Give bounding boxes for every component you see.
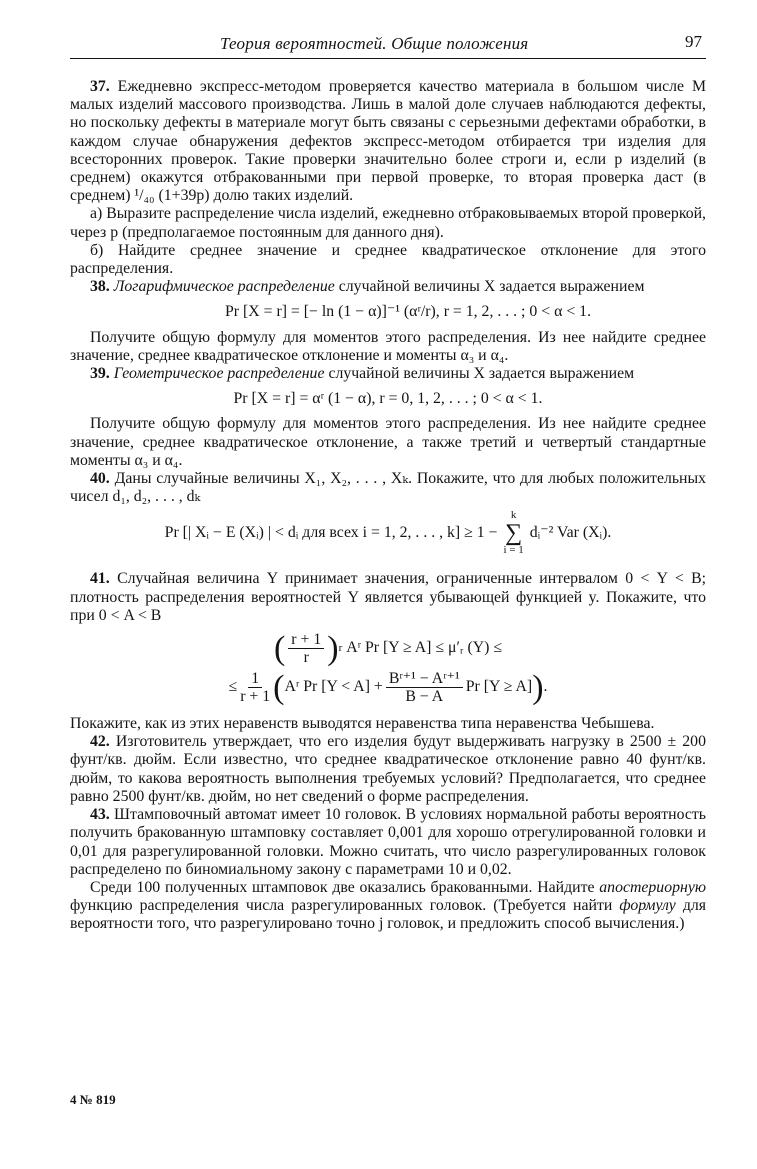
inequality-line-2: ≤ $\frac{1}{r + 1}$ ( Aʳ Pr [Y < A] + $\frac{\text{Bʳ⁺¹ − Aʳ⁺¹}}{B - A}$ Pr [Y ≥ A] ) . <box>228 668 548 706</box>
exponent: r <box>338 642 343 655</box>
formula-40 <box>70 510 706 556</box>
denominator: r + 1 <box>240 688 271 706</box>
right-paren: ) <box>327 629 339 667</box>
formula-lhs: Pr [| Xᵢ − E (Xᵢ) | < dᵢ для всех i = 1, 2, . . . , k] ≥ 1 − <box>164 524 498 542</box>
problem-number: 39. <box>90 365 110 383</box>
fraction <box>386 670 463 705</box>
problem-42 <box>70 733 706 806</box>
printer-signature: 4 № 819 <box>70 1092 116 1107</box>
problem-37 <box>70 78 706 205</box>
sum-sign <box>504 510 524 556</box>
numerator: 1 <box>248 670 262 688</box>
problem-43 <box>70 806 706 879</box>
sum-lower-limit: i = 1 <box>503 544 524 557</box>
problem-number: 38. <box>90 278 110 296</box>
formula-38: Pr [X = r] = [− ln (1 − α)]⁻¹ (αʳ/r), r = 1, 2, . . . ; 0 < α < 1. <box>224 303 592 321</box>
problem-37-b: б) Найдите среднее значение и среднее квадратическое отклонение для этого распределения. <box>70 241 706 278</box>
inequality-lead: ≤ <box>228 678 238 696</box>
problem-38 <box>70 278 706 296</box>
term: формулу <box>619 897 676 915</box>
left-paren: ( <box>273 629 286 667</box>
sigma-glyph: ∑ <box>505 520 523 547</box>
problem-text: Даны случайные величины X₁, X₂, . . . , Xₖ. Покажите, что для любых положительных чисел d₁, d₂, . . . , dₖ <box>70 470 707 506</box>
problem-text: Ежедневно экспресс-методом проверяется качество материала в большом числе M малых изделий массового производства. Лишь в малой доле случаев наблюдаются дефекты, но поскольку дефекты в материале могут быть связаны с серьезными дефектами обработки, в каждом случае обнаружения дефектов экспресс-методом отбирается три изделия для всесторонних проверок. Такие проверки значительно более строги и, если p изделий (в среднем) окажутся отбракованными при первой проверке, то вторая проверка даст (в среднем) ¹/₄₀ (1+39p) долю таких изделий. <box>70 78 706 205</box>
problem-number: 42. <box>90 733 110 751</box>
numerator: Bʳ⁺¹ − Aʳ⁺¹ <box>386 670 463 688</box>
term: Логарифмическое распределение <box>113 278 335 296</box>
page-header <box>70 32 706 59</box>
term-b: Pr [Y ≥ A] <box>465 678 533 696</box>
inequality-41 <box>70 631 706 705</box>
problem-41 <box>70 570 706 625</box>
problem-40 <box>70 470 706 506</box>
inequality-line-1 <box>70 631 706 666</box>
problem-text: Штамповочный автомат имеет 10 головок. В условиях нормальной работы вероятность получить бракованную штамповку составляет 0,001 для хорошо отрегулированной головки и 0,01 для разрегулированной головки. Можно считать, что число разрегулированных головок распределено по биномиальному закону с параметрами 10 и 0,02. <box>70 806 707 878</box>
problem-39 <box>70 365 706 383</box>
text-fragment: для вероятности того, что разрегулировано точно j головок, и предложить способ вычисления.) <box>70 897 706 933</box>
problem-41-after: Покажите, как из этих неравенств выводятся неравенства типа неравенства Чебышева. <box>70 715 655 733</box>
sum-upper-limit: k <box>510 509 517 522</box>
text-fragment: Среди 100 полученных штамповок две оказались бракованными. Найдите <box>90 878 595 896</box>
term-a: Aʳ Pr [Y < A] + <box>284 678 383 696</box>
problem-number: 37. <box>90 78 110 95</box>
formula-rhs: dᵢ⁻² Var (Xᵢ). <box>529 524 612 542</box>
problem-text: случайной величины X задается выражением <box>338 278 645 296</box>
problem-43-part-2 <box>70 879 706 934</box>
fraction <box>288 631 324 666</box>
problem-number: 43. <box>90 806 110 824</box>
formula-39: Pr [X = r] = αʳ (1 − α), r = 0, 1, 2, . . . ; 0 < α < 1. <box>233 390 543 408</box>
denominator: B − A <box>405 688 444 706</box>
problem-text: случайной величины X задается выражением <box>328 365 635 383</box>
problem-38-after: Получите общую формулу для моментов этого распределения. Из нее найдите среднее значение, среднее квадратическое отклонение и моменты α₃ и α₄. <box>70 328 706 364</box>
fraction <box>240 670 270 705</box>
body-text <box>70 78 706 934</box>
text-fragment: функцию распределения числа разрегулированных головок. (Требуется найти <box>70 897 613 915</box>
problem-text: Случайная величина Y принимает значения, ограниченные интервалом 0 < Y < B; плотность распределения вероятностей Y является убывающей функцией y. Покажите, что при 0 < A < B <box>70 570 707 624</box>
problem-number: 40. <box>90 470 110 488</box>
term: Геометрическое распределение <box>113 365 325 383</box>
page-number: 97 <box>685 32 702 51</box>
denominator: r <box>303 649 309 667</box>
left-paren: ( <box>273 668 285 706</box>
problem-number: 41. <box>90 570 110 588</box>
numerator: r + 1 <box>288 631 324 649</box>
problem-39-after: Получите общую формулу для моментов этого распределения. Из нее найдите среднее значение, среднее квадратическое отклонение, а также третий и четвертый стандартные моменты α₃ и α₄. <box>70 415 706 469</box>
term: апостериорную <box>599 878 706 896</box>
running-title: Теория вероятностей. Общие положения <box>220 34 529 53</box>
problem-37-a: а) Выразите распределение числа изделий, ежедневно отбраковываемых второй проверкой, через p (предполагаемое постоянным для данного дня). <box>70 205 706 241</box>
right-paren: ) <box>532 668 544 706</box>
problem-text: Изготовитель утверждает, что его изделия будут выдерживать нагрузку в 2500 ± 200 фунт/кв. дюйм. Если известно, что среднее квадратическое отклонение равно 40 фунт/кв. дюйм, то какова вероятность выполнения требуемых условий? Предполагается, что среднее равно 2500 фунт/кв. дюйм, но нет сведений о форме распределения. <box>70 733 706 805</box>
inequality-rest: Aʳ Pr [Y ≥ A] ≤ μ′ᵣ (Y) ≤ <box>346 639 503 657</box>
